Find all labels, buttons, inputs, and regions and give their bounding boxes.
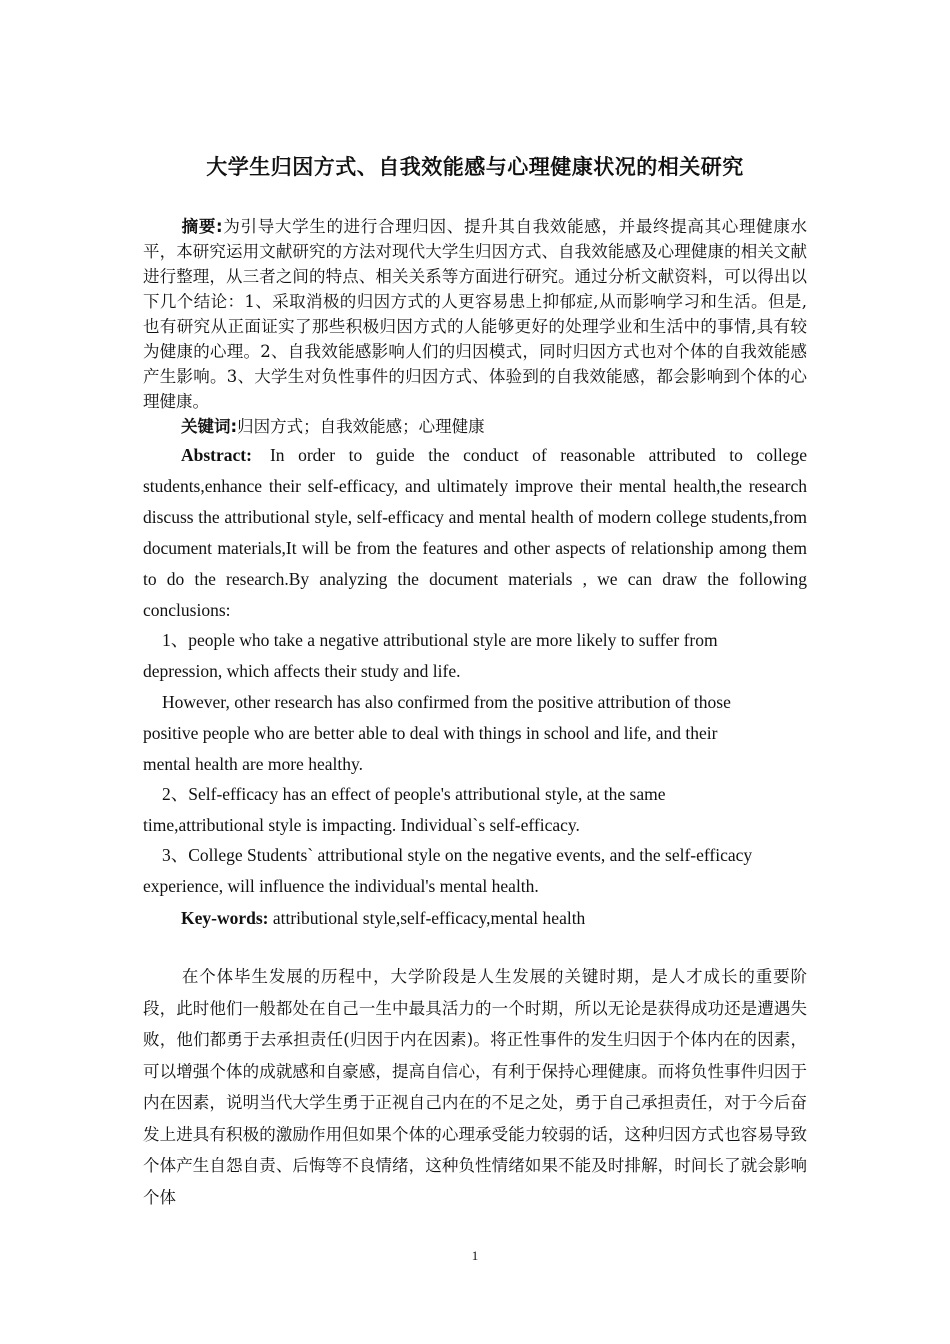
english-keywords-label: Key-words: (181, 908, 269, 928)
chinese-keywords-label: 关键词: (181, 417, 238, 436)
english-conclusion-line: 3、College Students` attributional style on the negative events, and the self-efficacy (162, 845, 753, 865)
chinese-abstract-label: 摘要: (181, 217, 223, 236)
english-conclusion-line: depression, which affects their study and life. (143, 661, 461, 681)
chinese-keywords (143, 414, 807, 439)
chinese-abstract-text: 为引导大学生的进行合理归因、提升其自我效能感，并最终提高其心理健康水平，本研究运用文献研究的方法对现代大学生归因方式、自我效能感及心理健康的相关文献进行整理，从三者之间的特点、相关关系等方面进行研究。通过分析文献资料，可以得出以下几个结论：1、采取消极的归因方式的人更容易患上抑郁症,从而影响学习和生活。但是,也有研究从正面证实了那些积极归因方式的人能够更好的处理学业和生活中的事情,具有较为健康的心理。2、自我效能感影响人们的归因模式，同时归因方式也对个体的自我效能感产生影响。3、大学生对负性事件的归因方式、体验到的自我效能感，都会影响到个体的心理健康。 (143, 217, 808, 411)
english-conclusion-line: experience, will influence the individual's mental health. (143, 876, 539, 896)
english-conclusion-line: mental health are more healthy. (143, 754, 363, 774)
body-paragraph (143, 961, 807, 1213)
english-conclusion-line: 1、people who take a negative attributional style are more likely to suffer from (162, 630, 718, 650)
english-abstract-label: Abstract: (181, 445, 252, 465)
body-paragraph-text: 在个体毕生发展的历程中，大学阶段是人生发展的关键时期，是人才成长的重要阶段，此时他们一般都处在自己一生中最具活力的一个时期，所以无论是获得成功还是遭遇失败，他们都勇于去承担责任(归因于内在因素)。将正性事件的发生归因于个体内在的因素，可以增强个体的成就感和自豪感，提高自信心，有利于保持心理健康。而将负性事件归因于内在因素，说明当代大学生勇于正视自己内在的不足之处，勇于自己承担责任，对于今后奋发上进具有积极的激励作用但如果个体的心理承受能力较弱的话，这种归因方式也容易导致个体产生自怨自责、后悔等不良情绪，这种负性情绪如果不能及时排解，时间长了就会影响个体 (143, 967, 807, 1207)
english-keywords (181, 903, 585, 934)
english-keywords-text: attributional style,self-efficacy,mental health (268, 908, 586, 928)
english-conclusion-line: positive people who are better able to deal with things in school and life, and their (143, 723, 718, 743)
chinese-abstract (143, 214, 807, 414)
page-number: 1 (471, 1248, 479, 1263)
english-conclusion-line: However, other research has also confirmed from the positive attribution of those (162, 692, 731, 712)
chinese-keywords-text: 归因方式；自我效能感；心理健康 (237, 417, 485, 436)
english-abstract-text: In order to guide the conduct of reasonable attributed to college students,enhance their self-efficacy, and ultimately improve their mental health,the research discuss the attributional style, self-efficacy and mental health of modern college students,from document materials,It will be from the features and other aspects of relationship among them to do the research.By analyzing the document materials , we can draw the following conclusions: (143, 445, 807, 620)
page-title: 大学生归因方式、自我效能感与心理健康状况的相关研究 (206, 155, 744, 179)
english-conclusion-line: 2、Self-efficacy has an effect of people's attributional style, at the same (162, 784, 666, 804)
english-conclusion-line: time,attributional style is impacting. Individual`s self-efficacy. (143, 815, 580, 835)
english-abstract (143, 440, 807, 626)
